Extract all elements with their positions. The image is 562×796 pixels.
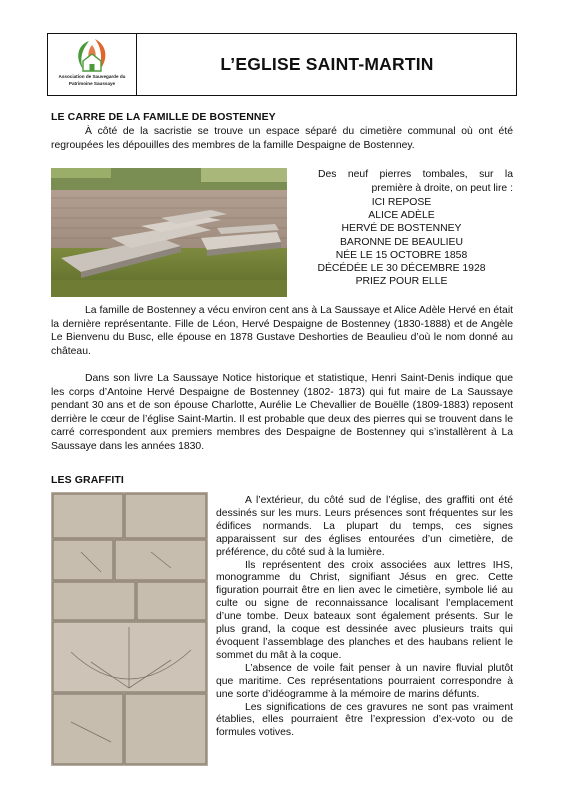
saint-denis-paragraph xyxy=(51,372,513,454)
inscription-line: DÉCÉDÉE LE 30 DÉCEMBRE 1928 xyxy=(317,263,486,275)
inscription-line: NÉE LE 15 OCTOBRE 1858 xyxy=(335,249,468,261)
logo xyxy=(47,33,137,96)
graffiti-photo xyxy=(51,492,208,766)
section-heading-graffiti: LES GRAFFITI xyxy=(51,474,124,486)
section-heading-bostenney: LE CARRE DE LA FAMILLE DE BOSTENNEY xyxy=(51,111,276,123)
association-logo-icon xyxy=(69,37,115,75)
intro-paragraph xyxy=(51,125,513,152)
logo-caption: Association de Sauvegarde du Patrimoine Saussaye xyxy=(58,74,126,86)
graffiti-p4: Les significations de ces gravures ne sont pas vraiment établies, elles pourraient être l’expression d’ex-voto ou de formules votives. xyxy=(216,701,513,739)
graffiti-p3: L’absence de voile fait penser à un navire fluvial plutôt que maritime. Ces représentations pourraient correspondre à une sorte d’idéogramme à la mémoire de marins défunts. xyxy=(216,662,513,700)
inscription-line: HERVÉ DE BOSTENNEY xyxy=(341,223,462,235)
graffiti-p2: Ils représentent des croix associées aux lettres IHS, monogramme du Christ, signifiant Jésus en grec. Cette figuration pourrait être en lien avec le cimetière, symbole lié au culte ou signe de reconnaissance localisant l’emplacement d’une tombe. Deux bateaux sont également présents. Sur le plus grand, la coque est dessinée avec plusieurs traits qui évoquent l’assemblage des planches et des haubans relient le sommet du mât à la coque. xyxy=(216,559,513,661)
page-title: L’EGLISE SAINT-MARTIN xyxy=(220,54,434,74)
tombs-image-icon xyxy=(51,168,287,297)
tombs-photo xyxy=(51,168,287,297)
tomb-side-text xyxy=(296,168,513,195)
intro-text: À côté de la sacristie se trouve un espace séparé du cimetière communal où ont été regroupées les dépouilles des membres de la famille Despaigne de Bostenney. xyxy=(51,126,513,151)
inscription-line: ICI REPOSE xyxy=(371,197,432,208)
family-paragraph xyxy=(51,304,513,358)
tomb-inscription xyxy=(290,196,513,288)
graffiti-text xyxy=(216,495,513,740)
graffiti-wall-image-icon xyxy=(51,492,208,766)
tomb-intro-text: Des neuf pierres tombales, sur la première à droite, on peut lire : xyxy=(318,169,513,194)
saint-denis-text: Dans son livre La Saussaye Notice historique et statistique, Henri Saint-Denis indique que les corps d’Antoine Hervé Despaigne de Bostenney (1802- 1873) qui fut maire de La Saussaye pendant 30 ans et de son épouse Charlotte, Aurélie Le Chevallier de Bouëlle (1809-1883) reposent derrière le cœur de l’église Saint-Martin. Il est probable que deux des pierres qui se trouvent dans le carré correspondent aux premiers membres des Despaigne de Bostenney qui s’installèrent à La Saussaye dans les années 1830. xyxy=(51,373,513,452)
inscription-line: ALICE ADÈLE xyxy=(368,210,435,222)
inscription-line: PRIEZ POUR ELLE xyxy=(355,276,448,288)
inscription-line: BARONNE DE BEAULIEU xyxy=(340,236,463,248)
family-text: La famille de Bostenney a vécu environ cent ans à La Saussaye et Alice Adèle Hervé en était la dernière représentante. Fille de Léon, Hervé Despaigne de Bostenney (1830-1888) et de Angèle Le Bienvenu du Busc, elle épouse en 1878 Gustave Deshorties de Beaulieu d’où le nom donné au château. xyxy=(51,305,514,357)
graffiti-p1: A l’extérieur, du côté sud de l’église, des graffiti ont été dessinés sur les murs. Leurs présences sont fréquentes sur les édifices normands. La plupart du temps, ces signes apparaissent sur des églises entourées d’un cimetière, de préférence, du côté sud à la lumière. xyxy=(216,495,513,558)
